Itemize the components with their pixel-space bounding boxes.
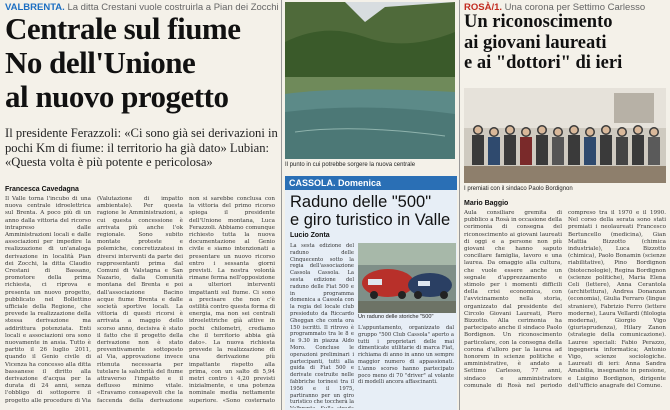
ceremony-photo [464,88,666,183]
cassola-headline [290,193,456,229]
left-kicker-text: La ditta Crestani vuole costruirla a Pian dei Zocchi [64,2,279,13]
right-headline-line-1: Un riconoscimento [464,12,613,32]
car-photo [358,243,456,313]
column-divider-right [459,0,460,410]
left-headline-line-2: No dell'Unione [5,45,196,80]
left-headline [5,12,285,114]
car-photo-caption: Un raduno delle storiche "500" [358,314,434,320]
column-divider-left [281,0,282,410]
right-kicker-text: Una corona per Settimo Carlesso [502,2,646,13]
car-photo-image [358,243,456,313]
cassola-byline [290,232,330,239]
right-body: Aula consiliare gremita di pubblico a Rosà in occasione della cerimonia di consegna del riconoscimento ai giovani laureati di oggi e a persone non più giovani che hanno saputo conciliare famiglia, lavoro e una laurea. Da omaggio alla cultura, che vuole essere anche un segnale d'apprezzamento e stimolo per i momenti difficili della crisi economica, con l'avvicinamento nella storia, organizzato dal presidente del Circolo Giovani Laureati, Piero Bizzotto. Alla cerimonia ha partecipato anche il sindaco Paolo Bordignon. Un riconoscimento particolare, con la consegna della corona d'alloro per la laurea ad honorem in scienze politiche e amministrative, è andato a Settimo Carlesso, 77 anni, sindaco e amministratore comunale di Rosà nel periodo compreso tra il 1970 e il 1990. Nel corso della serata sono stati premiati i neolaureati Francesco Bertuncello (medicina), Gian Mattia Bizzotto (chimica industriale), Luca Bizzotto (chimica), Paolo Bonamin (scienze riabilitative), Pino Bordignon (biotecnologie), Regina Bordignon (scienze politiche), Maria Elena Celi (lettere), Anna Cerantola (architettura), Andrea Donanzan (economia), Giulia Ferraro (lingue straniere), Fabrizio Ferro (lettere moderne), Laura Vellardi (filologia moderna), Giorgio Vigo (giurisprudenza), Hilary Zanon (strategie della comunicazione). Lauree speciali: Fabio Perazzo, ingegneria informatica; Antonio Vigo, scienze sociologiche. Laureati di ieri: Anna Sandra Amabilia, insegnante in pensione, e Luigino Bordignon, dirigente dell'ufficio anagrafe del Comune. [464,210,666,389]
right-headline-line-2: ai giovani laureati [464,32,607,53]
river-photo-caption: Il punto in cui potrebbe sorgere la nuova centrale [285,162,416,168]
left-body: Il Valle torna l'incubo di una nuova centrale idroelettrica sul Brenta. A poco più di un anno dalla vittoria del ricorso intrapreso dalle Amministrazioni locali e dalle associazioni per impedire la realizzazione di un'analoga derivazione in località Pian dei Zocchi, la ditta Claudio Crestani di Bassano, promotore della prima richiesta, ci riprova e presenta un nuovo progetto, pubblicato nel Bollettino ufficiale della Regione, che prevede la realizzazione della stessa derivazione ma addirittura potenziata. Enti locali e associazioni ora sono nuovamente in ansia. Tutto è partito il 26 luglio 2011, quando il Genio civile di Vicenza ha concesso alla ditta bassanese il diritto alla derivazione d'acqua per la durata di 24 anni, senza l'obbligo di sottoporre il progetto alle procedure di Via (Valutazione di impatto ambientale). Per questa ragione le Amministrazioni, a cui questa concessione è arrivata più anche l'ok regionale. Sono subito montate proteste e polemiche, concretizzatesi in diversi interventi da parte dei rappresentanti prima dal Comuni di Valstagna e San Nazario, dalla Comunità montana del Brenta e poi dall'associazione Bacino acque fiume Brenta e dalle società sportive locali. La vittoria di questi ricorsi è arrivata a maggio dello scorso anno, decisiva è stato il fatto che il progetto della derivazione non è stato preventivamente sottoposto al Via, approvazione invece ritenuta necessaria per tutelare la salubrità del fiume attraverso l'impatto e il deflusso minimo vitale. «Eravamo consapevoli che la faccenda della derivazione non si sarebbe conclusa con la vittoria del primo ricorso spiega il presidente dell'Unione montana, Luca Ferazzoli. Abbiamo comunque richiesto tutta la nuova documentazione al Genio civile e siamo intenzionati a presentare un nuovo ricorso entro i sessanta giorni previsti. La nostra volontà rimane ferma nell'opposizione a ulteriori interventi impattanti sul fiume. Ci sono a precisare che non c'è ostilità contro questa forma di energia, ma non sei centrali idroelettriche già attive in pochi chilometri, crediamo che il territorio abbia già dato». La nuova richiesta prevede la realizzazione di una derivazione più impattante rispetto alla prima, con un salto di 5,94 metri contro i 4,20 previsti inizialmente, e una potenza nominale media nettamente superiore. «Sono costernato [5,196,275,404]
cassola-headline-line-2: e giro turistico in Valle [290,211,451,229]
cassola-headline-line-1: Raduno delle "500" [290,193,432,211]
right-headline [464,12,669,74]
right-kicker-tag: ROSÀ/1. [464,2,503,13]
cassola-body-right: L'appuntamento, organizzato dal gruppo "500 Club Cassola" aperto a tutti i proprietari delle mai dimenticate utilitarie di marca Fiat, richiama di anno in anno un sempre maggior numero di appassionati. L'anno scorso hanno partecipato poco meno di 70 "driver" al volante di modelli ancora affascinanti. [358,325,454,386]
left-byline [5,186,79,193]
left-subhead: Il presidente Ferazzoli: «Ci sono già sei derivazioni in pochi Km di fiume: il territorio ha già dato» Lubian: «Questa volta è più potente e pericolosa» [5,126,278,170]
right-headline-line-3: e ai "dottori" di ieri [464,53,623,73]
cassola-kicker: CASSOLA. Domenica [285,176,457,190]
right-byline [464,200,508,207]
left-kicker-tag: VALBRENTA. [5,2,65,13]
ceremony-photo-image [464,88,666,183]
left-headline-line-3: al nuovo progetto [5,79,229,114]
cassola-author: Lucio Zonta [290,232,330,239]
right-author: Mario Baggio [464,200,509,207]
river-photo [285,2,455,159]
cassola-body-left: La sesta edizione del raduno delle Cinquecento sotto la regia dell'associazione Cassola Cassola. La sesta edizione del raduno delle Fiat 500 e in programma domenica a Cassola con la regia del locale club presieduto da Riccardo Gheggan che conta ora 150 iscritti. Il ritrovo è programmato tra le 8 e le 9.30 in piazza Aldo Moro. Concluse le operazioni preliminari i partecipanti, tutti alla guida di Fiat 500 e derivate costruite nelle fabbriche torinesi tra il 1956 e il 1975, partiranno per un giro turistico che toccherà la [290,243,354,406]
left-author: Francesca Cavedagna [5,186,79,193]
river-photo-image [285,2,455,159]
ceremony-photo-caption: I premiati con il sindaco Paolo Bordignon [464,186,573,192]
left-headline-line-1: Centrale sul fiume [5,11,241,46]
